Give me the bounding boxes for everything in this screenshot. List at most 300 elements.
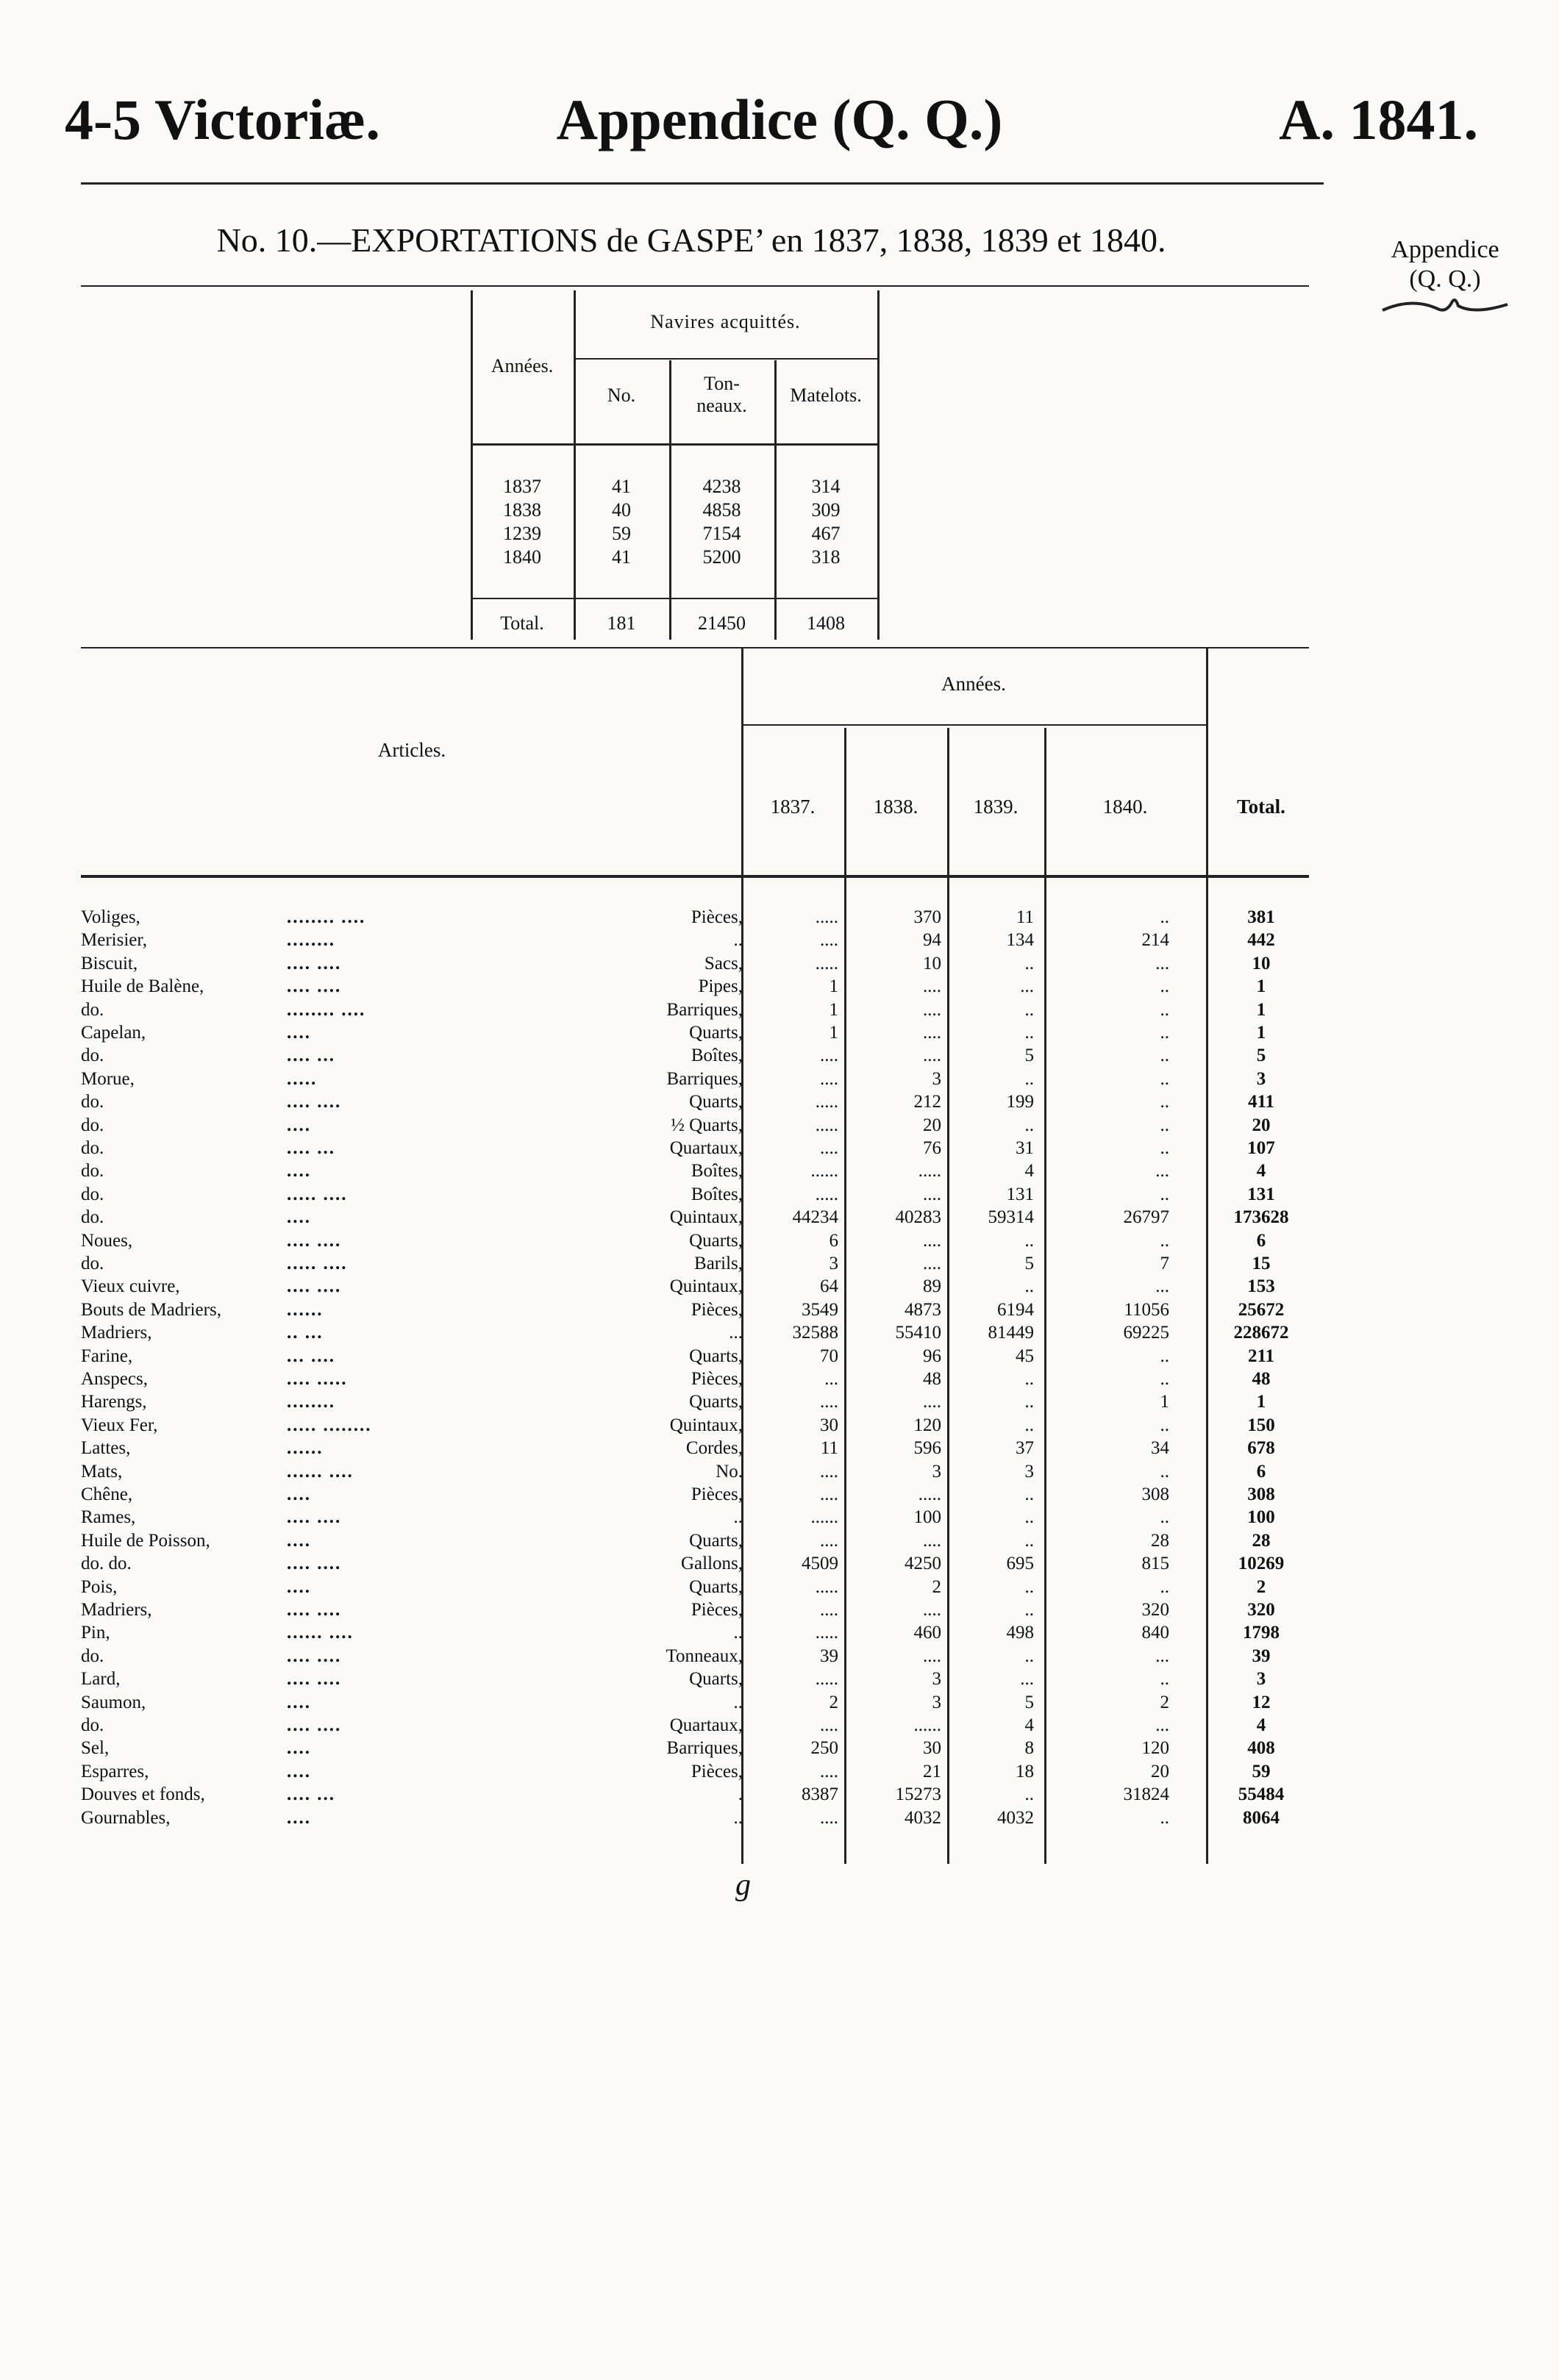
article-unit: Tonneaux, <box>666 1645 743 1666</box>
cell-y1837: .... <box>820 1461 838 1482</box>
flourish-icon <box>1379 294 1511 316</box>
leader-dots: ..... <box>287 1068 318 1089</box>
cell-y1838: 3 <box>932 1669 941 1690</box>
cell-y1839: .. <box>1024 1645 1034 1666</box>
article-unit: . <box>738 1784 743 1805</box>
cell-y1840: .. <box>1160 907 1169 927</box>
cell-y1840: .. <box>1160 976 1169 997</box>
cell-y1840: .. <box>1160 1092 1169 1112</box>
article-cell <box>81 1668 743 1690</box>
article-name: do. <box>81 1046 104 1066</box>
article-name: Saumon, <box>81 1692 146 1712</box>
leader-dots: .... <box>287 1115 311 1135</box>
article-cell <box>81 1090 743 1113</box>
cell-y1838: .... <box>923 999 941 1020</box>
article-unit: Gallons, <box>680 1554 743 1574</box>
cell-y1837: 39 <box>820 1645 838 1666</box>
leader-dots: ........ .... <box>287 999 366 1020</box>
cell-y1839: .. <box>1024 1530 1034 1551</box>
cell-y1839: .. <box>1024 953 1034 973</box>
article-name: Capelan, <box>81 1023 146 1043</box>
cell-y1838: 30 <box>923 1738 941 1759</box>
header-appendix: Appendice (Q. Q.) <box>556 87 1003 151</box>
vessels-col-tonneaux-2: neaux. <box>696 395 747 416</box>
leader-dots: .... .... <box>287 953 342 973</box>
article-unit: Quarts, <box>689 1092 743 1112</box>
cell-y1838: 76 <box>923 1138 941 1158</box>
cell-y1838: 48 <box>923 1369 941 1389</box>
article-cell <box>81 1576 743 1598</box>
article-unit: Quarts, <box>689 1669 743 1690</box>
cell-y1840: 11056 <box>1124 1299 1169 1320</box>
cell-y1837: ..... <box>815 1184 838 1204</box>
cell-y1840: .. <box>1160 1669 1169 1690</box>
cell-y1837: .... <box>820 1715 838 1735</box>
leader-dots: ...... <box>287 1438 324 1459</box>
article-cell <box>81 952 743 975</box>
leader-dots: .... <box>287 1207 311 1228</box>
vessels-col-annees: Années. <box>490 355 554 376</box>
article-cell <box>81 906 743 929</box>
article-unit: Quintaux, <box>669 1415 743 1435</box>
cell-y1839: .. <box>1024 1507 1034 1528</box>
cell-y1840: 308 <box>1141 1484 1169 1504</box>
cell-y1840: ... <box>1155 1276 1169 1297</box>
cell-y1839: .. <box>1024 1068 1034 1089</box>
cell-y1837: ..... <box>815 1115 838 1135</box>
article-unit: Pièces, <box>691 1299 743 1320</box>
leader-dots: ...... .... <box>287 1623 354 1643</box>
page-title: No. 10.—EXPORTATIONS de GASPE’ en 1837, 1838, 1839 et 1840. <box>216 221 1166 259</box>
cell-total: 411 <box>1247 1092 1275 1112</box>
leader-dots: .. ... <box>287 1323 324 1343</box>
leader-dots: .... <box>287 1761 311 1782</box>
cell-total: 10269 <box>1238 1554 1285 1574</box>
cell-y1837: ...... <box>810 1507 838 1528</box>
leader-dots: ........ <box>287 930 335 951</box>
cell-y1840: .. <box>1160 1230 1169 1251</box>
cell-y1837: 64 <box>820 1276 838 1297</box>
cell-y1838: 212 <box>913 1092 941 1112</box>
cell-y1838: 55410 <box>895 1323 941 1343</box>
article-unit: Boîtes, <box>691 1184 743 1204</box>
cell-y1837: 6 <box>829 1230 838 1251</box>
cell-y1840: .. <box>1160 1576 1169 1597</box>
article-cell <box>81 1368 743 1390</box>
article-unit: Quartaux, <box>669 1715 743 1735</box>
cell-y1840: 31824 <box>1123 1784 1169 1805</box>
article-unit: .. <box>733 1623 743 1643</box>
cell-total: 107 <box>1247 1138 1275 1158</box>
leader-dots: .... .... <box>287 1276 342 1297</box>
exports-years-rule <box>741 724 1206 726</box>
cell-y1837: 3 <box>829 1254 838 1273</box>
article-cell <box>81 1529 743 1552</box>
exports-col-total: Total. <box>1237 796 1285 818</box>
cell-y1838: 15273 <box>895 1784 941 1805</box>
cell-y1838: 3 <box>932 1692 941 1712</box>
margin-note <box>1360 235 1530 324</box>
cell-y1837: 4509 <box>802 1554 838 1574</box>
cell-y1838: 4873 <box>905 1299 941 1320</box>
vessels-row: 1840 41 5200 318 <box>503 546 841 568</box>
article-name: do. <box>81 1207 104 1228</box>
cell-y1840: .. <box>1160 1115 1169 1135</box>
cell-y1840: .. <box>1160 1507 1169 1528</box>
leader-dots: .... .... <box>287 1600 342 1620</box>
article-cell <box>81 1714 743 1737</box>
cell-y1840: 34 <box>1151 1438 1169 1459</box>
cell-y1838: .... <box>923 1046 941 1066</box>
article-unit: .. <box>733 1692 743 1712</box>
cell-y1838: .... <box>923 976 941 997</box>
article-cell <box>81 1760 743 1783</box>
article-name: Chêne, <box>81 1484 133 1504</box>
cell-y1839: .. <box>1024 1576 1034 1597</box>
cell-y1840: 2 <box>1160 1692 1169 1712</box>
article-cell <box>81 1737 743 1759</box>
article-unit: .. <box>733 1807 743 1828</box>
article-cell <box>81 1783 743 1806</box>
vessels-col-matelots: Matelots. <box>790 385 862 406</box>
article-name: Esparres, <box>81 1761 149 1782</box>
cell-y1837: 2 <box>829 1692 838 1712</box>
cell-y1839: 3 <box>1024 1461 1034 1482</box>
cell-y1839: .. <box>1024 1392 1034 1412</box>
cell-total: 15 <box>1252 1254 1271 1273</box>
leader-dots: .... .... <box>287 1230 342 1251</box>
cell-y1838: 460 <box>913 1623 941 1643</box>
article-cell <box>81 1275 743 1298</box>
cell-y1838: 4250 <box>905 1554 941 1574</box>
leader-dots: .... <box>287 1530 311 1551</box>
cell-y1837: .... <box>820 1138 838 1158</box>
cell-y1838: 3 <box>932 1461 941 1482</box>
cell-y1840: 320 <box>1141 1600 1169 1620</box>
cell-y1839: 5 <box>1024 1046 1034 1066</box>
cell-total: 59 <box>1252 1761 1271 1782</box>
article-cell <box>81 929 743 951</box>
header-rule <box>81 182 1324 185</box>
cell-y1837: 11 <box>820 1438 838 1459</box>
article-cell <box>81 1691 743 1714</box>
cell-y1840: .. <box>1160 1807 1169 1828</box>
cell-y1837: 30 <box>820 1415 838 1435</box>
article-unit: Barriques, <box>666 1738 743 1759</box>
cell-y1840: .. <box>1160 1138 1169 1158</box>
cell-y1837: ...... <box>810 1161 838 1182</box>
vessels-col-tonneaux-1: Ton- <box>704 373 740 394</box>
cell-y1837: .... <box>820 1530 838 1551</box>
cell-y1838: 10 <box>923 953 941 973</box>
article-unit: Quintaux, <box>669 1207 743 1228</box>
cell-y1838: .... <box>923 1023 941 1043</box>
cell-total: 5 <box>1256 1046 1266 1066</box>
vessels-col-no: No. <box>607 385 636 406</box>
cell-total: 12 <box>1252 1692 1271 1712</box>
article-unit: Boîtes, <box>691 1046 743 1066</box>
cell-y1838: .... <box>923 1392 941 1412</box>
cell-y1840: 69225 <box>1123 1323 1169 1343</box>
article-name: Anspecs, <box>81 1369 148 1389</box>
cell-y1839: .. <box>1024 1369 1034 1389</box>
leader-dots: ... .... <box>287 1346 335 1366</box>
cell-y1839: 498 <box>1006 1623 1034 1643</box>
article-name: Farine, <box>81 1346 133 1366</box>
cell-y1839: ... <box>1020 1669 1034 1690</box>
cell-y1839: 4 <box>1024 1161 1034 1182</box>
cell-y1837: 1 <box>829 976 838 997</box>
cell-total: 308 <box>1247 1484 1275 1504</box>
article-name: do. <box>81 999 104 1020</box>
cell-total: 6 <box>1256 1230 1266 1251</box>
cell-total: 100 <box>1247 1507 1275 1528</box>
leader-dots: .... <box>287 1807 311 1828</box>
cell-y1840: .. <box>1160 1346 1169 1366</box>
article-name: Mats, <box>81 1461 123 1482</box>
cell-y1839: .. <box>1024 999 1034 1020</box>
leader-dots: .... .... <box>287 1507 342 1528</box>
cell-total: 28 <box>1252 1530 1271 1551</box>
article-unit: Pipes, <box>698 976 743 997</box>
cell-y1839: .. <box>1024 1023 1034 1043</box>
article-unit: Quintaux, <box>669 1276 743 1297</box>
article-unit: Barriques, <box>666 999 743 1020</box>
leader-dots: .... ... <box>287 1046 335 1066</box>
cell-y1838: 94 <box>923 930 941 951</box>
cell-total: 442 <box>1247 930 1275 951</box>
cell-y1840: 815 <box>1141 1554 1169 1574</box>
article-name: do. <box>81 1115 104 1135</box>
cell-total: 320 <box>1247 1600 1275 1620</box>
article-name: Vieux cuivre, <box>81 1276 180 1297</box>
cell-y1840: 20 <box>1151 1761 1169 1782</box>
cell-total: 8064 <box>1243 1807 1280 1828</box>
cell-y1838: ..... <box>918 1161 941 1182</box>
exports-col-1838: 1838. <box>873 796 918 818</box>
vessels-group-header: Navires acquittés. <box>650 311 801 332</box>
article-name: do. <box>81 1715 104 1735</box>
article-cell <box>81 1807 743 1829</box>
cell-total: 6 <box>1256 1461 1266 1482</box>
cell-y1838: .... <box>923 1254 941 1273</box>
article-cell <box>81 1137 743 1159</box>
cell-y1839: .. <box>1024 1115 1034 1135</box>
leader-dots: .... <box>287 1484 311 1504</box>
article-unit: Sacs, <box>704 953 743 973</box>
leader-dots: ..... .... <box>287 1254 348 1273</box>
article-cell <box>81 975 743 998</box>
cell-y1838: 20 <box>923 1115 941 1135</box>
cell-y1839: 695 <box>1006 1554 1034 1574</box>
cell-total: 381 <box>1247 907 1275 927</box>
exports-col-1840: 1840. <box>1102 796 1148 818</box>
cell-y1839: 59314 <box>988 1207 1034 1228</box>
cell-y1840: .. <box>1160 1415 1169 1435</box>
cell-y1839: .. <box>1024 1276 1034 1297</box>
leader-dots: .... <box>287 1023 311 1043</box>
cell-y1839: .. <box>1024 1484 1034 1504</box>
cell-y1837: ..... <box>815 1576 838 1597</box>
cell-y1839: 31 <box>1016 1138 1034 1158</box>
leader-dots: ........ <box>287 1392 335 1412</box>
leader-dots: .... .... <box>287 1645 342 1666</box>
cell-y1839: 199 <box>1006 1092 1034 1112</box>
exports-col-articles: Articles. <box>377 739 446 761</box>
leader-dots: .... .... <box>287 976 342 997</box>
margin-note-line1: Appendice <box>1391 236 1499 263</box>
margin-note-line2: (Q. Q.) <box>1409 265 1481 293</box>
article-cell <box>81 1621 743 1644</box>
cell-y1840: ... <box>1155 1161 1169 1182</box>
cell-y1838: 3 <box>932 1068 941 1089</box>
article-cell <box>81 998 743 1021</box>
article-cell <box>81 1506 743 1529</box>
cell-y1840: ... <box>1155 1645 1169 1666</box>
cell-y1840: .. <box>1160 1068 1169 1089</box>
vessels-table <box>471 290 882 643</box>
article-name: do. <box>81 1092 104 1112</box>
cell-y1839: 11 <box>1016 907 1034 927</box>
cell-total: 1798 <box>1243 1623 1280 1643</box>
cell-y1838: 596 <box>913 1438 941 1459</box>
cell-y1837: ..... <box>815 1092 838 1112</box>
cell-total: 2 <box>1256 1576 1266 1597</box>
article-cell <box>81 1460 743 1483</box>
cell-y1837: 32588 <box>792 1323 838 1343</box>
article-name: Sel, <box>81 1738 110 1759</box>
vessels-row: 1837 41 4238 314 <box>503 476 841 497</box>
article-cell <box>81 1159 743 1182</box>
header-year: A. 1841. <box>1279 87 1478 151</box>
article-cell <box>81 1598 743 1621</box>
cell-y1838: 21 <box>923 1761 941 1782</box>
article-cell <box>81 1321 743 1344</box>
cell-y1837: .... <box>820 1600 838 1620</box>
cell-y1840: ... <box>1155 953 1169 973</box>
leader-dots: .... <box>287 1692 311 1712</box>
cell-y1837: .... <box>820 1484 838 1504</box>
cell-y1837: 1 <box>829 999 838 1020</box>
cell-y1840: .. <box>1160 1461 1169 1482</box>
header-session: 4-5 Victoriæ. <box>65 87 380 151</box>
cell-y1840: .. <box>1160 1023 1169 1043</box>
article-cell <box>81 1345 743 1368</box>
cell-y1838: .... <box>923 1600 941 1620</box>
cell-y1839: 18 <box>1016 1761 1034 1782</box>
article-cell <box>81 1229 743 1252</box>
cell-y1837: .... <box>820 1068 838 1089</box>
leader-dots: .... <box>287 1576 311 1597</box>
article-unit: ... <box>729 1323 743 1343</box>
leader-dots: .... ..... <box>287 1369 348 1389</box>
article-name: do. do. <box>81 1554 132 1574</box>
cell-total: 48 <box>1252 1369 1271 1389</box>
leader-dots: ..... ........ <box>287 1415 372 1435</box>
cell-total: 153 <box>1247 1276 1275 1297</box>
article-unit: Quarts, <box>689 1346 743 1366</box>
cell-y1839: 45 <box>1016 1346 1034 1366</box>
article-name: do. <box>81 1645 104 1666</box>
leader-dots: ...... .... <box>287 1461 354 1482</box>
leader-dots: ..... .... <box>287 1184 348 1204</box>
cell-y1839: 5 <box>1024 1254 1034 1273</box>
cell-y1838: .... <box>923 1184 941 1204</box>
exports-col-1837: 1837. <box>770 796 816 818</box>
article-cell <box>81 1437 743 1459</box>
cell-y1838: .... <box>923 1645 941 1666</box>
exports-col-1839: 1839. <box>973 796 1018 818</box>
article-name: Vieux Fer, <box>81 1415 158 1435</box>
article-unit: Quarts, <box>689 1392 743 1412</box>
cell-total: 150 <box>1247 1415 1275 1435</box>
cell-y1840: 1 <box>1160 1392 1169 1412</box>
cell-y1837: ... <box>824 1369 838 1389</box>
cell-total: 228672 <box>1233 1323 1289 1343</box>
leader-dots: ...... <box>287 1299 324 1320</box>
cell-y1840: ... <box>1155 1715 1169 1735</box>
vessels-row: 1239 59 7154 467 <box>503 523 841 544</box>
cell-total: 10 <box>1252 953 1271 973</box>
cell-total: 3 <box>1256 1068 1266 1089</box>
article-unit: .. <box>733 1507 743 1528</box>
article-cell <box>81 1645 743 1668</box>
article-unit: Boîtes, <box>691 1161 743 1182</box>
article-name: Harengs, <box>81 1392 147 1412</box>
cell-y1837: ..... <box>815 953 838 973</box>
article-name: Pin, <box>81 1623 110 1643</box>
article-unit: Quartaux, <box>669 1138 743 1158</box>
article-name: Lard, <box>81 1669 121 1690</box>
exports-group-header: Années. <box>941 673 1006 695</box>
cell-y1838: 4032 <box>905 1807 941 1828</box>
cell-total: 4 <box>1256 1715 1266 1735</box>
article-cell <box>81 1044 743 1067</box>
article-cell <box>81 1252 743 1275</box>
article-name: Madriers, <box>81 1323 152 1343</box>
leader-dots: .... .... <box>287 1715 342 1735</box>
cell-total: 55484 <box>1238 1784 1285 1805</box>
cell-y1839: 131 <box>1006 1184 1034 1204</box>
cell-y1837: ..... <box>815 907 838 927</box>
cell-total: 678 <box>1247 1438 1275 1459</box>
cell-y1837: ..... <box>815 1623 838 1643</box>
cell-y1840: .. <box>1160 999 1169 1020</box>
cell-total: 211 <box>1247 1346 1275 1366</box>
article-name: Lattes, <box>81 1438 131 1459</box>
cell-y1838: 96 <box>923 1346 941 1366</box>
cell-y1838: 100 <box>913 1507 941 1528</box>
article-unit: No. <box>716 1461 743 1482</box>
cell-y1839: 4 <box>1024 1715 1034 1735</box>
article-unit: Quarts, <box>689 1576 743 1597</box>
cell-y1840: 120 <box>1141 1738 1169 1759</box>
cell-y1837: 250 <box>810 1738 838 1759</box>
article-cell <box>81 1390 743 1413</box>
cell-total: 131 <box>1247 1184 1275 1204</box>
cell-y1837: 8387 <box>802 1784 838 1805</box>
vessels-total-row: Total. 181 21450 1408 <box>500 612 845 634</box>
cell-y1838: .... <box>923 1530 941 1551</box>
article-name: Huile de Poisson, <box>81 1530 210 1551</box>
leader-dots: .... .... <box>287 1554 342 1574</box>
article-cell <box>81 1021 743 1044</box>
cell-total: 408 <box>1247 1738 1275 1759</box>
cell-y1840: .. <box>1160 1046 1169 1066</box>
cell-y1839: 6194 <box>997 1299 1034 1320</box>
cell-y1838: 370 <box>913 907 941 927</box>
article-name: do. <box>81 1161 104 1182</box>
